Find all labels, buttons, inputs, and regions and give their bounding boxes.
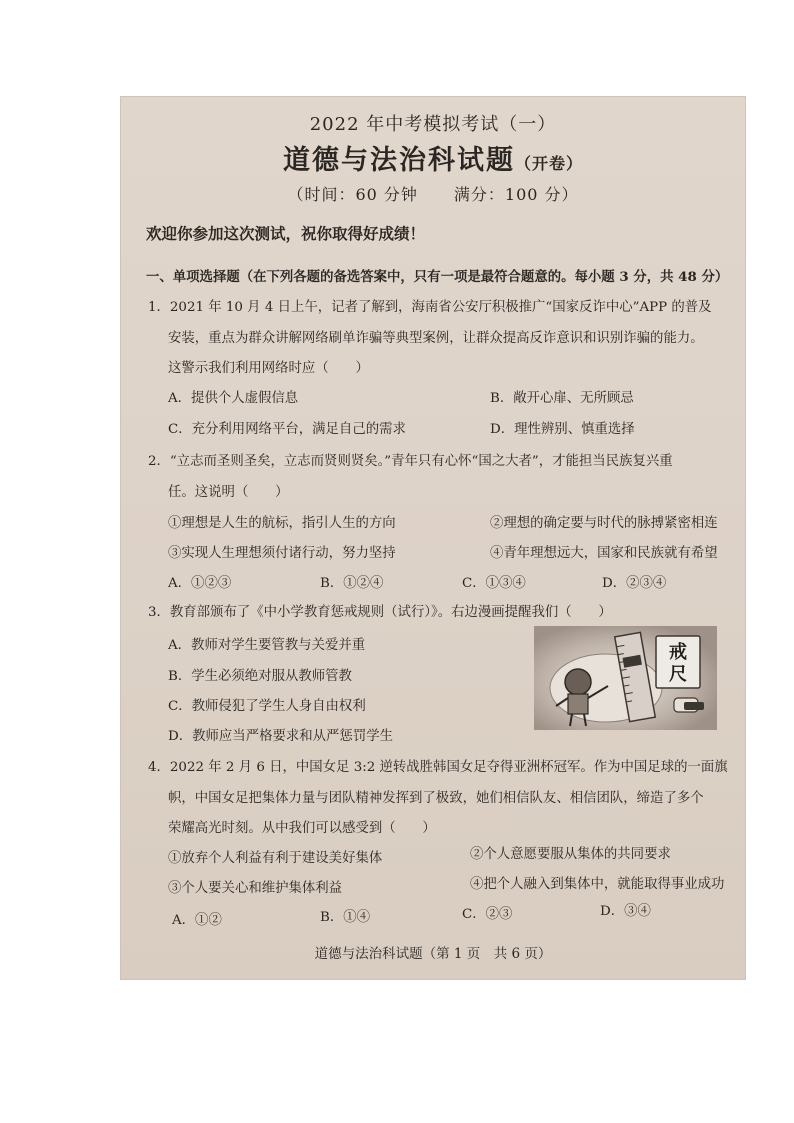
q2-statement-2: ②理想的确定要与时代的脉搏紧密相连 <box>490 516 718 531</box>
q1-line1: 1．2021 年 10 月 4 日上午，记者了解到，海南省公安厅积极推广“国家反诈中心”APP 的普及 <box>148 300 712 315</box>
q1-option-d: D．理性辨别、慎重选择 <box>490 422 635 437</box>
exam-name: 2022 年中考模拟考试（一） <box>309 114 557 135</box>
q4-line2: 帜，中国女足把集体力量与团队精神发挥到了极致，她们相信队友、相信团队，缔造了多个 <box>168 791 704 806</box>
welcome-message: 欢迎你参加这次测试，祝你取得好成绩！ <box>146 225 426 243</box>
q4-line3: 荣耀高光时刻。从中我们可以感受到（ ） <box>168 821 436 836</box>
page-footer: 道德与法治科试题（第 1 页 共 6 页） <box>314 946 552 962</box>
q1-option-b: B．敞开心扉、无所顾忌 <box>490 391 634 406</box>
subject-title <box>120 138 746 177</box>
q1-line2: 安装，重点为群众讲解网络刷单诈骗等典型案例，让群众提高反诈意识和识别诈骗的能力。 <box>168 331 704 346</box>
q2-option-c: C．①③④ <box>462 576 526 591</box>
q1-line3: 这警示我们利用网络时应（ ） <box>168 361 369 376</box>
q4-statement-4: ④把个人融入到集体中，就能取得事业成功 <box>470 877 725 892</box>
q1-option-c: C．充分利用网络平台，满足自己的需求 <box>168 422 406 437</box>
exam-paper <box>120 96 746 980</box>
q2-option-b: B．①②④ <box>320 576 384 591</box>
q3-option-a: A．教师对学生要管教与关爱并重 <box>168 638 366 653</box>
q3-option-d: D．教师应当严格要求和从严惩罚学生 <box>168 729 393 744</box>
q4-statement-1: ①放弃个人利益有利于建设美好集体 <box>168 851 383 866</box>
q4-option-b: B．①④ <box>320 910 371 925</box>
q2-statement-1: ①理想是人生的航标，指引人生的方向 <box>168 516 396 531</box>
q1-option-a: A．提供个人虚假信息 <box>168 391 299 406</box>
q4-statement-3: ③个人要关心和维护集体利益 <box>168 881 343 896</box>
cartoon-text-jie: 戒 <box>669 642 687 663</box>
q4-option-a: A．①② <box>172 913 222 928</box>
score-label: 满分：100 分） <box>453 185 579 204</box>
q2-line2: 任。这说明（ ） <box>168 485 289 500</box>
q2-option-a: A．①②③ <box>168 576 232 591</box>
q2-line1: 2．“立志而圣则圣矣，立志而贤则贤矣。”青年只有心怀“国之大者”，才能担当民族复兴重 <box>148 454 673 469</box>
q2-statement-4: ④青年理想远大，国家和民族就有希望 <box>490 546 718 561</box>
ruler-cartoon-image <box>534 626 717 730</box>
subject-title-text: 道德与法治科试题 <box>282 145 515 176</box>
q4-line1: 4．2022 年 2 月 6 日，中国女足 3:2 逆转战胜韩国女足夺得亚洲杯冠军。作为中国足球的一面旗 <box>148 760 728 775</box>
q3-option-c: C．教师侵犯了学生人身自由权利 <box>168 699 366 714</box>
subject-note: （开卷） <box>514 154 583 173</box>
time-label: （时间：60 分钟 <box>287 185 418 204</box>
exam-info <box>120 182 746 205</box>
q4-statement-2: ②个人意愿要服从集体的共同要求 <box>470 847 671 862</box>
cartoon-text-chi: 尺 <box>669 664 687 685</box>
q2-statement-3: ③实现人生理想须付诸行动，努力坚持 <box>168 546 396 561</box>
q3-line1: 3．教育部颁布了《中小学教育惩戒规则（试行）》。右边漫画提醒我们（ ） <box>148 605 612 620</box>
q2-option-d: D．②③④ <box>602 576 667 591</box>
ruler-label-sign <box>656 636 700 688</box>
q4-option-d: D．③④ <box>600 904 651 919</box>
q4-option-c: C．②③ <box>462 907 513 922</box>
q3-option-b: B．学生必须绝对服从教师管教 <box>168 669 352 684</box>
section-heading: 一、单项选择题（在下列各题的备选答案中，只有一项是最符合题意的。每小题 3 分，共 48 分） <box>146 269 729 285</box>
